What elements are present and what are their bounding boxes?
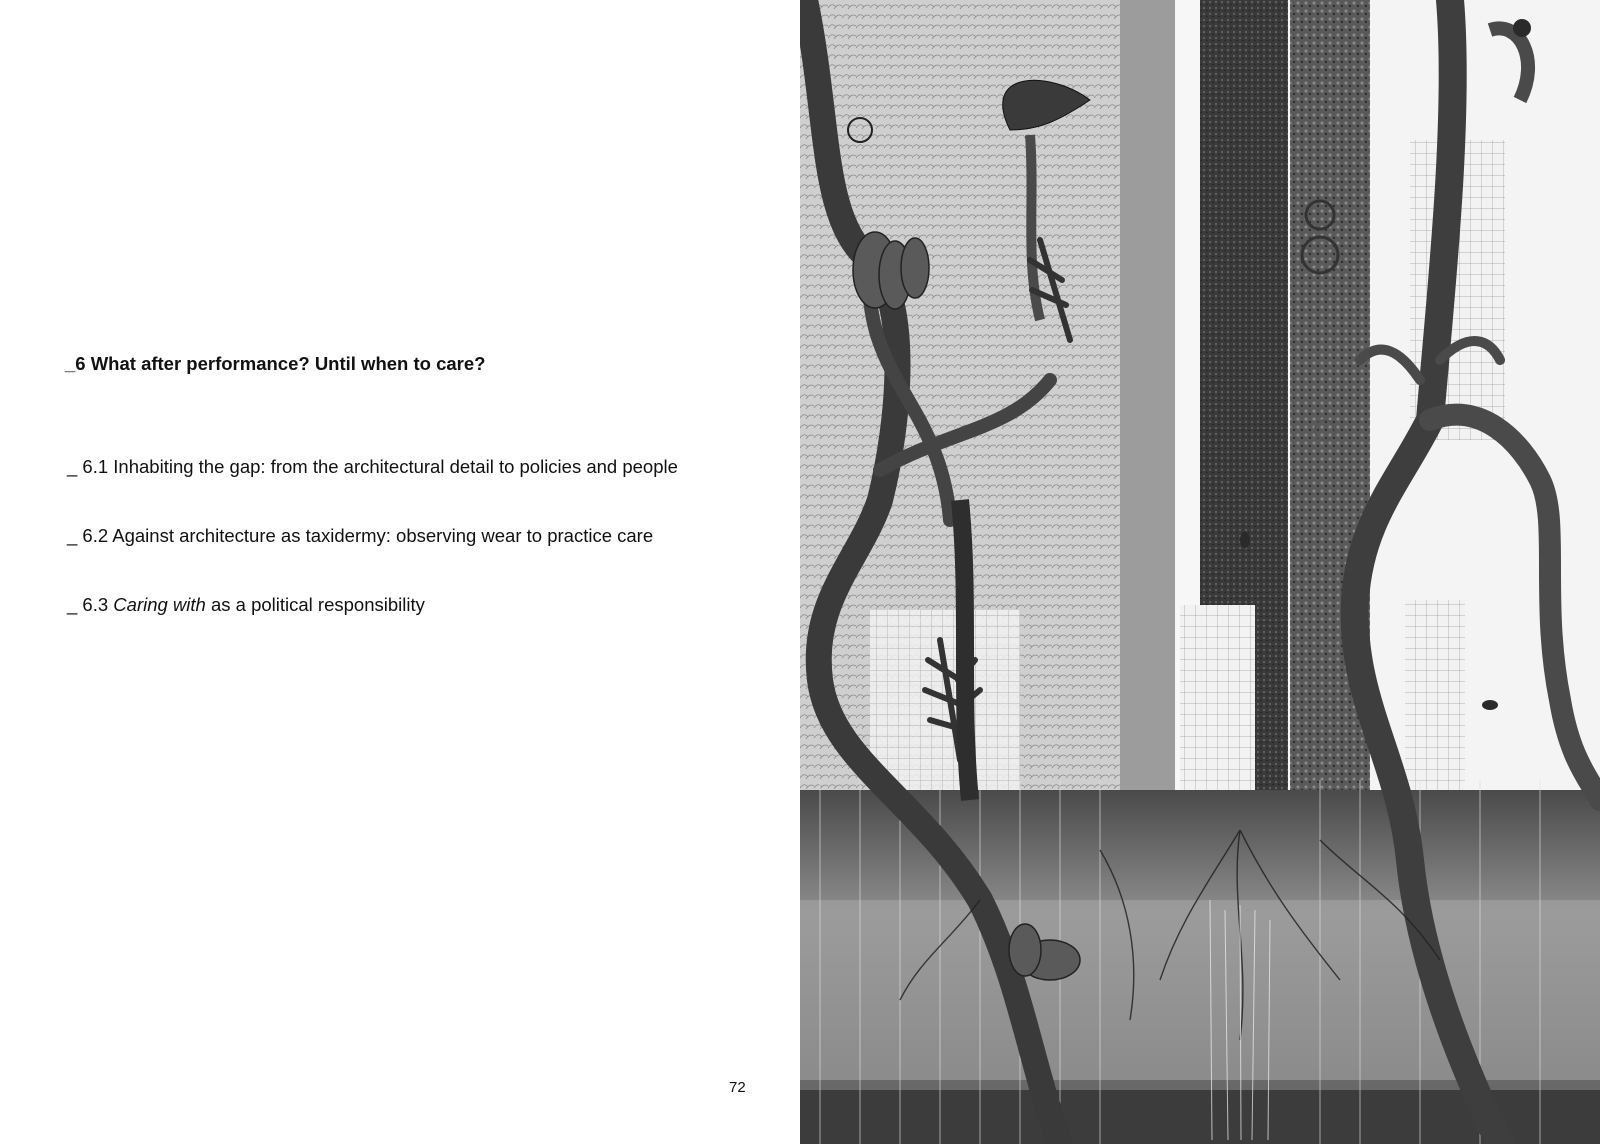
chapter-title: _6 What after performance? Until when to care? [65,353,486,374]
toc-item-prefix: _ 6.2 [67,525,113,546]
botanical-collage-illustration [800,0,1600,1144]
toc-item-6-1 [67,456,678,478]
toc-item-prefix: _ 6.1 [67,456,114,477]
toc-item-text: as a political responsibility [205,594,425,615]
table-of-contents [67,456,678,663]
toc-item-text: Against architecture as taxidermy: observing wear to practice care [112,525,654,546]
toc-item-text: Inhabiting the gap: from the architectural detail to policies and people [113,456,678,477]
illustration-page [800,0,1600,1144]
toc-item-prefix: _ 6.3 [67,594,114,615]
toc-item-italic-text: Caring with [113,594,206,615]
page-number: 72 [729,1079,746,1096]
toc-item-6-3 [67,594,678,616]
toc-item-6-2 [67,525,678,547]
